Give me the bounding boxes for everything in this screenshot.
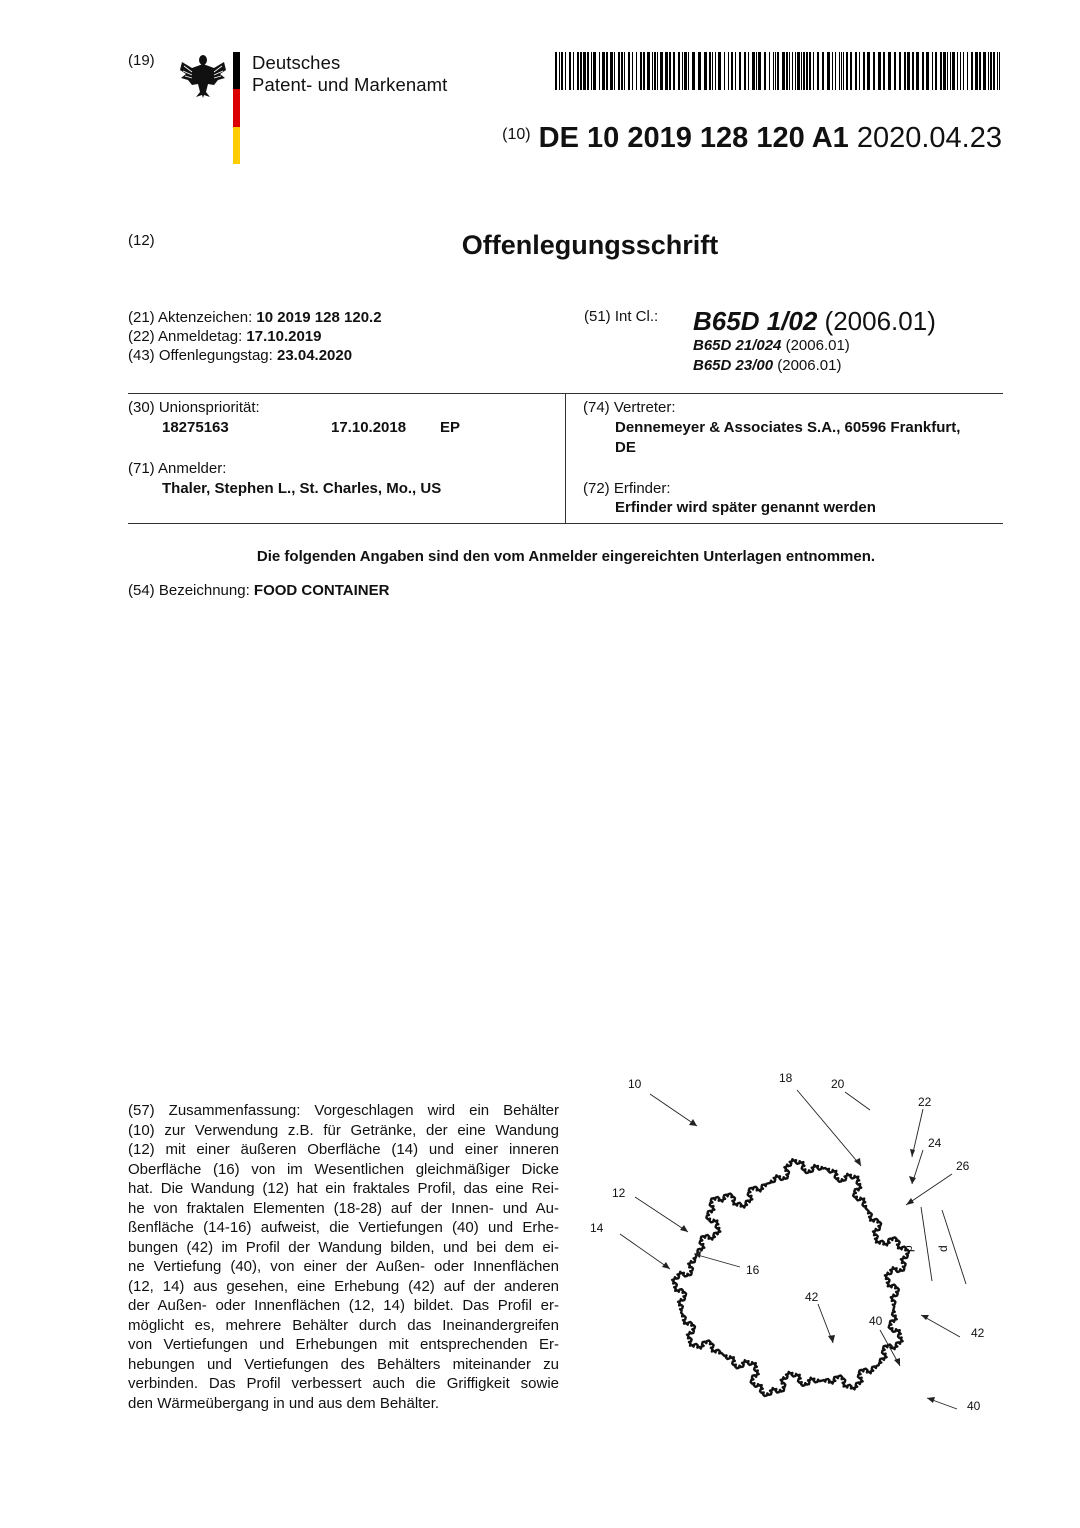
leader-12 xyxy=(635,1197,688,1232)
arrowhead xyxy=(927,1397,935,1403)
ipc-sub-1 xyxy=(693,337,850,354)
leader-14 xyxy=(620,1234,670,1269)
barcode-bar xyxy=(577,52,579,90)
barcode-bar xyxy=(614,52,615,90)
barcode-bar xyxy=(806,52,808,90)
arrowhead xyxy=(662,1262,670,1269)
barcode-bar xyxy=(988,52,989,90)
barcode-bar xyxy=(822,52,824,90)
barcode-bar xyxy=(628,52,630,90)
abstract xyxy=(128,1101,559,1413)
barcode-bar xyxy=(660,52,663,90)
label-10: 10 xyxy=(628,1077,642,1091)
barcode-bar xyxy=(555,52,557,90)
ipc-sub-2-code: B65D 23/00 xyxy=(693,357,774,374)
field-22 xyxy=(128,327,382,346)
ipc-sub-2-version: (2006.01) xyxy=(777,357,842,374)
barcode-bar xyxy=(797,52,800,90)
barcode-bar xyxy=(673,52,675,90)
ipc-sub-1-version: (2006.01) xyxy=(785,337,850,354)
barcode-bar xyxy=(602,52,605,90)
label-20: 20 xyxy=(831,1077,845,1091)
barcode-bar xyxy=(957,52,958,90)
barcode-bar xyxy=(640,52,642,90)
barcode-bar xyxy=(912,52,914,90)
barcode-bar xyxy=(839,52,840,90)
abstract-line: Oberfläche (16) von im Wesentlichen gleichmäßiger Dicke xyxy=(128,1160,559,1178)
barcode-bar xyxy=(904,52,906,90)
barcode-bar xyxy=(591,52,592,90)
barcode-bar xyxy=(718,52,721,90)
abstract-line: (12, 14) aus gesehen, eine Erhebung (42) auf der anderen xyxy=(128,1277,559,1295)
field-21 xyxy=(128,308,382,327)
barcode-bar xyxy=(684,52,687,90)
ipc-sub-1-code: B65D 21/024 xyxy=(693,337,782,354)
flag-red-band xyxy=(233,89,240,126)
barcode-bar xyxy=(652,52,653,90)
abstract-line: ne Vertiefung (40), von einer der Außen- oder Innenflächen xyxy=(128,1258,559,1275)
inid-code-10: (10) xyxy=(502,126,531,143)
abstract-line: (10) zur Verwendung z.B. für Getränke, der eine Wandung xyxy=(128,1121,559,1139)
barcode-bar xyxy=(724,52,725,90)
barcode-bar xyxy=(975,52,978,90)
barcode-bar xyxy=(792,52,793,90)
field-74-line2: DE xyxy=(615,439,636,456)
barcode-bar xyxy=(621,52,623,90)
barcode-bar xyxy=(950,52,951,90)
barcode-bar xyxy=(883,52,885,90)
barcode-bar xyxy=(888,52,891,90)
barcode-bar xyxy=(855,52,857,90)
barcode-bar xyxy=(789,52,790,90)
applicant-notice: Die folgenden Angaben sind den vom Anmelder eingereichten Unterlagen entnommen. xyxy=(256,548,876,565)
leader-20 xyxy=(845,1092,870,1110)
barcode-bar xyxy=(963,52,964,90)
barcode-bar xyxy=(593,52,596,90)
barcode-bar xyxy=(654,52,656,90)
barcode-bar xyxy=(899,52,901,90)
barcode-bar xyxy=(624,52,625,90)
barcode-bar xyxy=(692,52,695,90)
barcode-bar xyxy=(748,52,749,90)
barcode-bar xyxy=(859,52,860,90)
abstract-line: von Vertiefungen und Erhebungen mit entsprechenden Er- xyxy=(128,1336,559,1353)
field-72-value: Erfinder wird später genannt werden xyxy=(615,499,876,516)
dimension-p xyxy=(921,1207,932,1281)
barcode-bar xyxy=(647,52,650,90)
barcode-bar xyxy=(922,52,924,90)
barcode-bar xyxy=(843,52,844,90)
barcode-bar xyxy=(606,52,608,90)
fractal-container-figure xyxy=(590,1062,1010,1422)
barcode-bar xyxy=(715,52,716,90)
field-54 xyxy=(128,582,389,599)
barcode-bar xyxy=(735,52,736,90)
barcode-bar xyxy=(682,52,683,90)
label-d: d xyxy=(936,1245,950,1252)
field-43 xyxy=(128,346,382,365)
federal-eagle-logo xyxy=(178,52,228,98)
arrowhead xyxy=(906,1198,914,1205)
publication-number: DE 10 2019 128 120 A1 xyxy=(538,122,849,154)
barcode-bar xyxy=(979,52,981,90)
arrowhead xyxy=(909,1176,916,1184)
barcode-bar xyxy=(712,52,713,90)
field-30-label: (30) Unionspriorität: xyxy=(128,399,260,416)
field-30-number: 18275163 xyxy=(162,419,229,436)
label-14: 14 xyxy=(590,1221,604,1235)
abstract-line: verbinden. Das Profil verbessert auch die Griffigkeit sowie xyxy=(128,1375,559,1392)
field-21-value: 10 2019 128 120.2 xyxy=(256,309,382,326)
label-16: 16 xyxy=(746,1263,760,1277)
barcode-bar xyxy=(916,52,919,90)
abstract-line: (57) Zusammenfassung: Vorgeschlagen wird ein Behälter xyxy=(128,1102,559,1119)
abstract-line: ßenfläche (14-16) aufweist, die Vertiefungen (40) und Erhe- xyxy=(128,1219,559,1236)
field-30-date: 17.10.2018 xyxy=(331,419,407,436)
barcode-bar xyxy=(993,52,995,90)
barcode-bar xyxy=(873,52,875,90)
barcode-bar xyxy=(997,52,998,90)
office-name-line2: Patent- und Markenamt xyxy=(252,74,448,95)
document-title: Offenlegungsschrift xyxy=(461,230,719,260)
barcode-bar xyxy=(782,52,785,90)
arrowhead xyxy=(828,1335,835,1343)
field-22-label: (22) Anmeldetag: xyxy=(128,328,243,345)
label-12: 12 xyxy=(612,1186,626,1200)
barcode-bar xyxy=(878,52,881,90)
barcode-bar xyxy=(850,52,852,90)
abstract-line: den Wärmeübergang in und aus dem Behälter. xyxy=(128,1394,440,1412)
barcode-bar xyxy=(777,52,779,90)
barcode-bar xyxy=(569,52,571,90)
ipc-main-version: (2006.01) xyxy=(824,306,936,336)
leader-16 xyxy=(694,1254,740,1267)
label-40a: 40 xyxy=(869,1314,883,1328)
abstract-line: bungen (42) im Profil der Wandung bilden, und bei dem ei- xyxy=(128,1238,559,1256)
barcode-bar xyxy=(932,52,933,90)
field-74-label: (74) Vertreter: xyxy=(583,399,676,416)
leader-18 xyxy=(797,1090,861,1166)
barcode-bar xyxy=(665,52,668,90)
office-name-line1: Deutsches xyxy=(252,52,341,73)
barcode-bar xyxy=(678,52,680,90)
barcode-bar xyxy=(758,52,761,90)
label-40b: 40 xyxy=(967,1399,981,1413)
ipc-main xyxy=(693,306,936,337)
barcode-bar xyxy=(817,52,819,90)
barcode-bar xyxy=(583,52,586,90)
barcode-bar xyxy=(764,52,766,90)
label-18: 18 xyxy=(779,1071,793,1085)
barcode-bar xyxy=(610,52,613,90)
field-74-line1: Dennemeyer & Associates S.A., 60596 Frankfurt, xyxy=(615,419,961,436)
barcode-bar xyxy=(990,52,992,90)
field-21-label: (21) Aktenzeichen: xyxy=(128,309,253,326)
barcode-bar xyxy=(809,52,811,90)
barcode-bar xyxy=(632,52,633,90)
barcode-bar xyxy=(599,52,600,90)
barcode-bar xyxy=(999,52,1000,90)
field-43-label: (43) Offenlegungstag: xyxy=(128,347,273,364)
figure-reference-labels xyxy=(590,1071,985,1413)
barcode-bar xyxy=(967,52,968,90)
barcode-bar xyxy=(795,52,796,90)
field-51-label: (51) Int Cl.: xyxy=(584,308,659,325)
flag-gold-band xyxy=(233,127,240,164)
barcode-bar xyxy=(739,52,741,90)
barcode-bar xyxy=(587,52,589,90)
barcode-bar xyxy=(947,52,948,90)
barcode-bar xyxy=(952,52,955,90)
barcode-bar xyxy=(657,52,658,90)
field-43-value: 23.04.2020 xyxy=(277,347,353,364)
inid-code-19: (19) xyxy=(128,52,155,69)
office-name xyxy=(252,52,447,96)
table-column-divider xyxy=(565,393,566,524)
barcode-bar xyxy=(775,52,776,90)
arrowhead xyxy=(680,1225,688,1232)
barcode-bar xyxy=(643,52,645,90)
barcode-bar xyxy=(769,52,770,90)
barcode-bar xyxy=(960,52,961,90)
abstract-line: der Außen- oder Innenflächen (12, 14) bildet. Das Profil er- xyxy=(128,1297,559,1314)
arrowhead xyxy=(910,1149,915,1157)
barcode-bar xyxy=(813,52,814,90)
fractal-profile-outline xyxy=(672,1159,909,1396)
field-54-label: (54) Bezeichnung: xyxy=(128,582,250,599)
flag-black-band xyxy=(233,52,240,89)
barcode-bar xyxy=(983,52,986,90)
abstract-line: (12) mit einer äußeren Oberfläche (14) und einer inneren xyxy=(128,1141,559,1158)
ipc-main-code: B65D 1/02 xyxy=(693,306,818,336)
label-p: p xyxy=(901,1245,915,1252)
label-42a: 42 xyxy=(805,1290,819,1304)
leader-10 xyxy=(650,1094,697,1126)
barcode-bar xyxy=(841,52,842,90)
barcode-bar xyxy=(731,52,733,90)
barcode-bar xyxy=(618,52,620,90)
barcode-bar xyxy=(786,52,788,90)
barcode-bar xyxy=(907,52,910,90)
barcode-bar xyxy=(867,52,870,90)
field-22-value: 17.10.2019 xyxy=(246,328,322,345)
barcode-bar xyxy=(803,52,805,90)
abstract-line: möglicht es, mehrere Behälter durch das Ineinandergreifen xyxy=(128,1316,559,1334)
barcode-bar xyxy=(744,52,746,90)
field-54-value: FOOD CONTAINER xyxy=(253,582,390,599)
barcode-bar xyxy=(580,52,582,90)
barcode-bar xyxy=(559,52,560,90)
abstract-line: he von fraktalen Elementen (18-28) auf der Innen- und Au- xyxy=(128,1199,559,1217)
barcode-bar xyxy=(773,52,774,90)
arrowhead xyxy=(689,1119,697,1126)
barcode-bar xyxy=(832,52,833,90)
field-30-country: EP xyxy=(440,419,461,436)
label-24: 24 xyxy=(928,1136,942,1150)
abstract-line: hat. Die Wandung (12) hat ein fraktales Profil, das eine Rei- xyxy=(128,1180,559,1197)
arrowhead xyxy=(894,1358,900,1366)
inid-code-12: (12) xyxy=(128,232,155,249)
barcode-bar xyxy=(728,52,729,90)
field-71-label: (71) Anmelder: xyxy=(128,460,227,477)
german-flag-stripe xyxy=(233,52,240,164)
publication-number-line xyxy=(502,122,1002,155)
filing-data xyxy=(128,308,382,365)
abstract-line: hebungen und Vertiefungen des Behälters miteinander zu xyxy=(128,1355,559,1373)
label-22: 22 xyxy=(918,1095,932,1109)
barcode-bar xyxy=(565,52,566,90)
barcode-bar xyxy=(943,52,946,90)
label-42b: 42 xyxy=(971,1326,985,1340)
barcode-bar xyxy=(752,52,755,90)
publication-date: 2020.04.23 xyxy=(856,122,1002,154)
barcode-bar xyxy=(698,52,701,90)
label-26: 26 xyxy=(956,1159,970,1173)
barcode-bar xyxy=(561,52,563,90)
barcode-bar xyxy=(704,52,707,90)
barcode-bar xyxy=(894,52,896,90)
barcode-bar xyxy=(935,52,937,90)
barcode-bar xyxy=(835,52,836,90)
barcode-bar xyxy=(573,52,574,90)
barcode-bar xyxy=(756,52,757,90)
barcode-bar xyxy=(846,52,848,90)
barcode-bar xyxy=(971,52,973,90)
field-72-label: (72) Erfinder: xyxy=(583,480,671,497)
barcode xyxy=(555,52,1003,90)
barcode-bar xyxy=(863,52,865,90)
field-71-value: Thaler, Stephen L., St. Charles, Mo., US xyxy=(162,480,442,497)
barcode-bar xyxy=(688,52,689,90)
ipc-sub-2 xyxy=(693,357,841,374)
barcode-bar xyxy=(827,52,830,90)
barcode-bar xyxy=(926,52,929,90)
barcode-bar xyxy=(801,52,802,90)
barcode-bar xyxy=(669,52,671,90)
barcode-bar xyxy=(940,52,942,90)
barcode-bar xyxy=(709,52,711,90)
barcode-bar xyxy=(636,52,637,90)
